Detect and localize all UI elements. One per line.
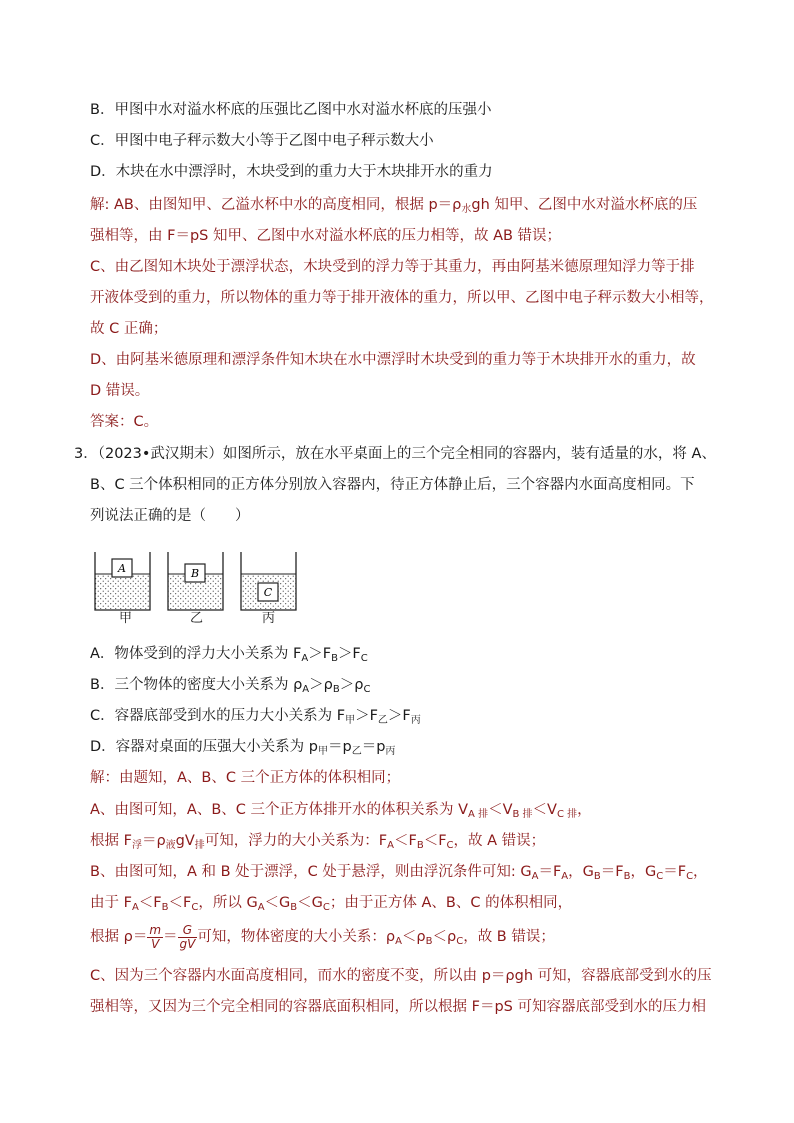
option-c-prev: C．甲图中电子秤示数大小等于乙图中电子秤示数大小	[90, 133, 434, 149]
solution-3-line-5: 由于 $F_A<F_B<F_C$，所以 $G_A<G_B<G_C$；由于正方体 A、B、C 的体积相同，	[90, 895, 573, 913]
option-b: B．三个物体的密度大小关系为 $\rho_A>\rho_B>\rho_C$	[90, 677, 371, 695]
solution-3-line-2: A、由图可知，A、B、C 三个正方体排开水的体积关系为 $V_{A 排}<V_{B 排}<V_{C 排}$，	[90, 802, 592, 820]
caption-jia: 甲	[119, 611, 133, 626]
container-yi	[168, 552, 223, 610]
cube-b-label: B	[190, 567, 200, 580]
solution-prev-line-2: 强相等，由 F＝pS 知甲、乙图中水对溢水杯底的压力相等，故 AB 错误；	[90, 228, 562, 244]
option-c: C．容器底部受到水的压力大小关系为 $F_甲>F_乙>F_丙$	[90, 708, 421, 726]
solution-3-line-7: C、因为三个容器内水面高度相同，而水的密度不变，所以由 p＝ρgh 可知，容器底部受到水的压	[90, 968, 712, 984]
caption-bing: 丙	[262, 611, 276, 626]
solution-3-line-3: 根据 $F_浮=\rho_液gV_排$可知，浮力的大小关系为：$F_A<F_B<F_C$，故 A 错误；	[90, 833, 546, 851]
option-d: D．容器对桌面的压强大小关系为 $p_甲=p_乙=p_丙$	[90, 739, 396, 757]
cube-c-label: C	[263, 586, 273, 599]
solution-3-line-6: 根据 ρ＝ $\frac{m}{V}$ ＝ $\frac{G}{gV}$ 可知，物体密度的大小关系：$\rho_A<\rho_B<\rho_C$，故 B 错误；	[90, 922, 555, 951]
solution-prev-line-3: C、由乙图知木块处于漂浮状态，木块受到的浮力等于其重力，再由阿基米德原理知浮力等于排	[90, 259, 695, 275]
fraction-m-over-v: $\frac{m}{V}$	[149, 922, 162, 951]
solution-prev-line-6: D、由阿基米德原理和漂浮条件知木块在水中漂浮时木块受到的重力等于木块排开水的重力，故	[90, 352, 696, 368]
solution-3-line-8: 强相等，又因为三个完全相同的容器底面积相同，所以根据 F＝pS 可知容器底部受到水的压力相	[90, 999, 706, 1015]
option-d-prev: D．木块在水中漂浮时，木块受到的重力大于木块排开水的重力	[90, 164, 493, 180]
option-a: A．物体受到的浮力大小关系为 $F_A>F_B>F_C$	[90, 646, 368, 664]
solution-3-line-1: 解：由题知，A、B、C 三个正方体的体积相同；	[90, 770, 401, 786]
container-jia	[95, 552, 150, 610]
answer-prev: 答案：C。	[90, 414, 159, 430]
solution-3-line-4: B、由图可知，A 和 B 处于漂浮，C 处于悬浮，则由浮沉条件可知: $G_A=F_A$，$G_B=F_B$，$G_C=F_C$，	[90, 864, 708, 882]
solution-prev-line-7: D 错误。	[90, 383, 150, 399]
option-b-prev: B．甲图中水对溢水杯底的压强比乙图中水对溢水杯底的压强小	[90, 102, 492, 118]
solution-prev-line-4: 开液体受到的重力，所以物体的重力等于排开液体的重力，所以甲、乙图中电子秤示数大小相等，	[90, 290, 714, 306]
cube-a-label: A	[118, 562, 126, 575]
solution-prev-line-5: 故 C 正确；	[90, 321, 168, 337]
question-3-line-1: 3．（2023•武汉期末）如图所示，放在水平桌面上的三个完全相同的容器内，装有适量的水，将 A、	[74, 446, 716, 462]
question-3-line-2: B、C 三个体积相同的正方体分别放入容器内，待正方体静止后，三个容器内水面高度相同。下	[90, 477, 695, 493]
fraction-g-over-gv: $\frac{G}{gV}$	[179, 922, 196, 951]
solution-prev-line-1: 解: AB、由图知甲、乙溢水杯中水的高度相同，根据 $p=\rho_水gh$ 知甲、乙图中水对溢水杯底的压	[90, 197, 698, 215]
question-3-line-3: 列说法正确的是（ ）	[90, 508, 250, 524]
caption-yi: 乙	[190, 611, 204, 626]
container-bing	[241, 552, 296, 610]
